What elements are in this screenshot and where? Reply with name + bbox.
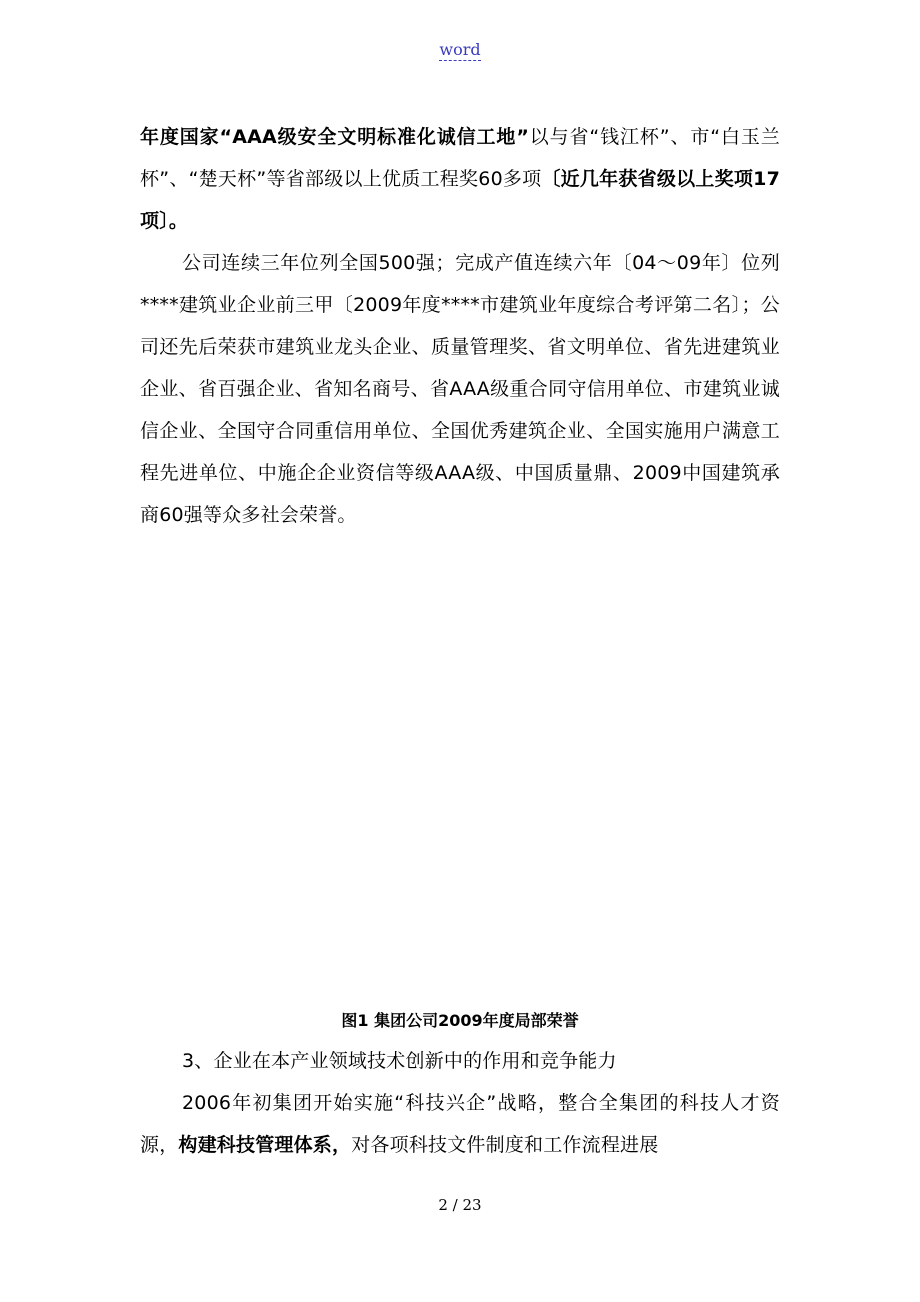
header-word-link[interactable] — [0, 40, 920, 59]
honors-paragraph: 公司连续三年位列全国500强；完成产值连续六年〔04～09年〕位列****建筑业企业前三甲〔2009年度****市建筑业年度综合考评第二名〕；公司还先后荣获市建筑业龙头企业、质量管理奖、省文明单位、省先进建筑业企业、省百强企业、省知名商号、省AAA级重合同守信用单位、市建筑业诚信企业、全国守合同重信用单位、全国优秀建筑企业、全国实施用户满意工程先进单位、中施企企业资信等级AAA级、中国质量鼎、2009中国建筑承商60强等众多社会荣誉。 — [140, 252, 780, 526]
main-content — [140, 116, 780, 536]
figure-caption: 图1 集团公司2009年度局部荣誉 — [341, 1011, 579, 1030]
awards-recent-count: 〔近几年获省级以上奖项17项〕。 — [140, 168, 780, 232]
awards-bold-text: 年度国家“AAA级安全文明标准化诚信工地” — [140, 126, 530, 148]
lower-content — [140, 1040, 780, 1166]
strategy-text-2: 对各项科技文件制度和工作流程进展 — [351, 1134, 659, 1156]
page-number: 2 / 23 — [438, 1196, 482, 1214]
awards-text: 以与省“钱江杯”、市“白玉兰杯”、“楚天杯”等省部级以上优质工程奖60多项 — [140, 126, 780, 190]
header-link-text[interactable]: word — [439, 40, 481, 59]
section-heading: 3、企业在本产业领域技术创新中的作用和竞争能力 — [182, 1050, 617, 1072]
awards-paragraph — [140, 116, 780, 242]
strategy-bold-text: 构建科技管理体系， — [178, 1134, 352, 1156]
strategy-text-1: 2006年初集团开始实施“科技兴企”战略，整合全集团的科技人才资源， — [140, 1092, 780, 1156]
strategy-paragraph — [140, 1082, 780, 1166]
